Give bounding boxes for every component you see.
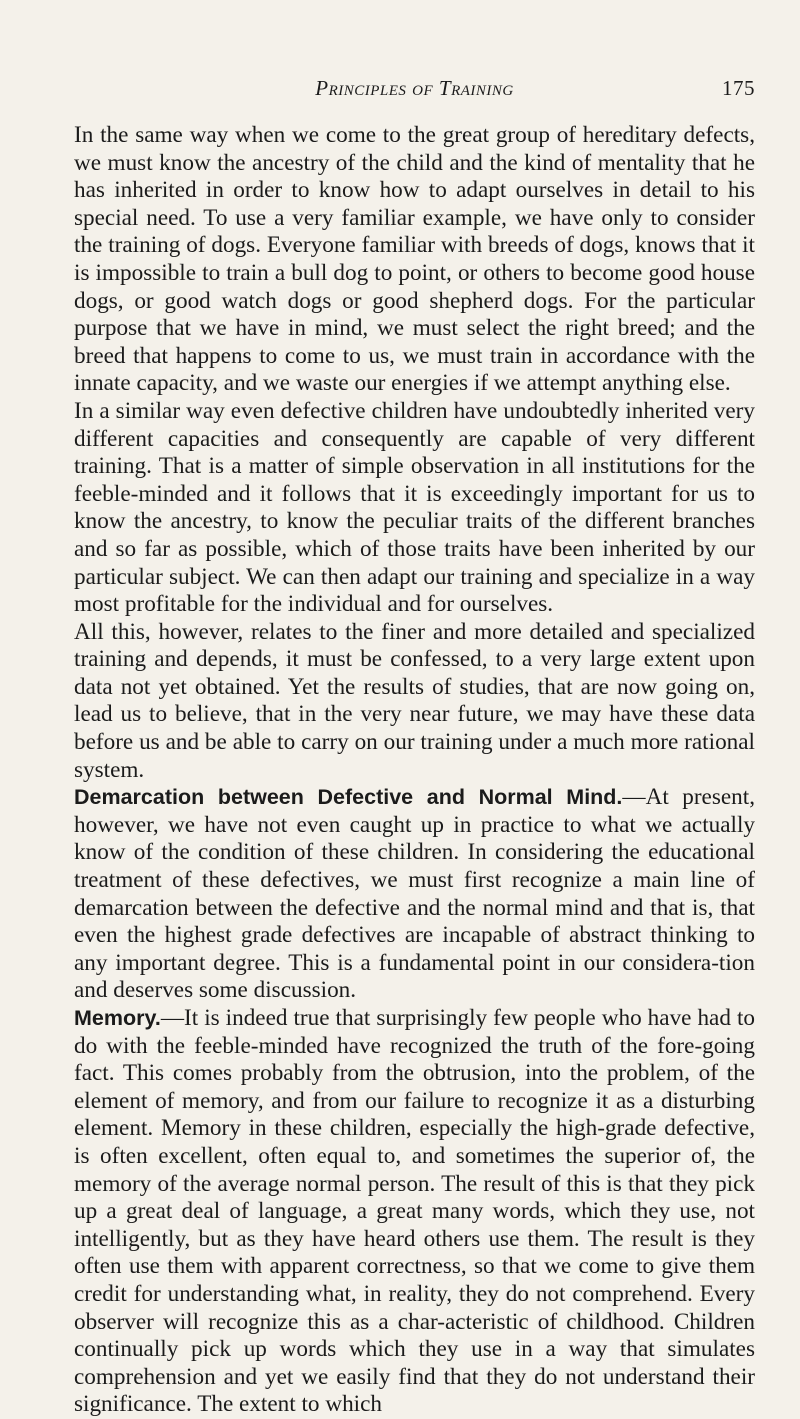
paragraph-3-text: All this, however, relates to the finer and more detailed and specialized training and depends, it must be confessed, to a very large extent upon data not yet obtained. Yet the results of studies, that are now going on, lead us to believe, that in the very near future, we may have these data before us and be able to carry on our training under a much more rational system. bbox=[74, 618, 755, 783]
paragraph-1 bbox=[74, 122, 755, 398]
paragraph-3 bbox=[74, 619, 755, 785]
section-heading-demarcation: Demarcation between Defective and Normal Mind. bbox=[74, 785, 623, 810]
running-head bbox=[74, 76, 755, 106]
paragraph-2-text: In a similar way even defective children have undoubtedly inherited very different capacities and consequently are capable of very different training. That is a matter of simple observation in all institutions for the feeble-minded and it follows that it is exceedingly important for us to know the ancestry, to know the peculiar traits of the different branches and so far as possible, which of those traits have been inherited by our particular subject. We can then adapt our training and specialize in a way most profitable for the individual and for ourselves. bbox=[74, 397, 755, 618]
running-title: Principles of Training bbox=[315, 76, 514, 100]
section-heading-memory: Memory. bbox=[74, 1006, 161, 1030]
paragraph-1-text: In the same way when we come to the great group of hereditary defects, we must know the ancestry of the child and the kind of mentality that he has inherited in order to know how to adapt ourselves in detail to his special need. To use a very familiar example, we have only to consider the training of dogs. Everyone familiar with breeds of dogs, knows that it is impossible to train a bull dog to point, or others to become good house dogs, or good watch dogs or good shepherd dogs. For the particular purpose that we have in mind, we must select the right breed; and the breed that happens to come to us, we must train in accordance with the innate capacity, and we waste our energies if we attempt anything else. bbox=[74, 122, 755, 397]
paragraph-2 bbox=[74, 398, 755, 619]
paragraph-4 bbox=[74, 784, 755, 1005]
paragraph-5 bbox=[74, 1005, 755, 1419]
page-number: 175 bbox=[722, 76, 755, 100]
paragraph-5-text: —It is indeed true that surprisingly few people who have had to do with the feeble-minded have recognized the truth of the fore-going fact. This comes probably from the obtrusion, into the problem, of the element of memory, and from our failure to recognize it as a disturbing element. Memory in these children, especially the high-grade defective, is often excellent, often equal to, and sometimes the superior of, the memory of the average normal person. The result of this is that they pick up a great deal of language, a great many words, which they use, not intelligently, but as they have heard others use them. The result is they often use them with apparent correctness, so that we come to give them credit for understanding what, in reality, they do not comprehend. Every observer will recognize this as a char-acteristic of childhood. Children continually pick up words which they use in a way that simulates comprehension and yet we easily find that they do not understand their significance. The extent to which bbox=[74, 1005, 755, 1418]
body-text bbox=[74, 122, 755, 1419]
paragraph-4-text: —At present, however, we have not even caught up in practice to what we actually know of the condition of these children. In considering the educational treatment of these defectives, we must first recognize a main line of demarcation between the defective and the normal mind and that is, that even the highest grade defectives are incapable of abstract thinking to any important degree. This is a fundamental point in our considera-tion and deserves some discussion. bbox=[74, 784, 756, 1004]
